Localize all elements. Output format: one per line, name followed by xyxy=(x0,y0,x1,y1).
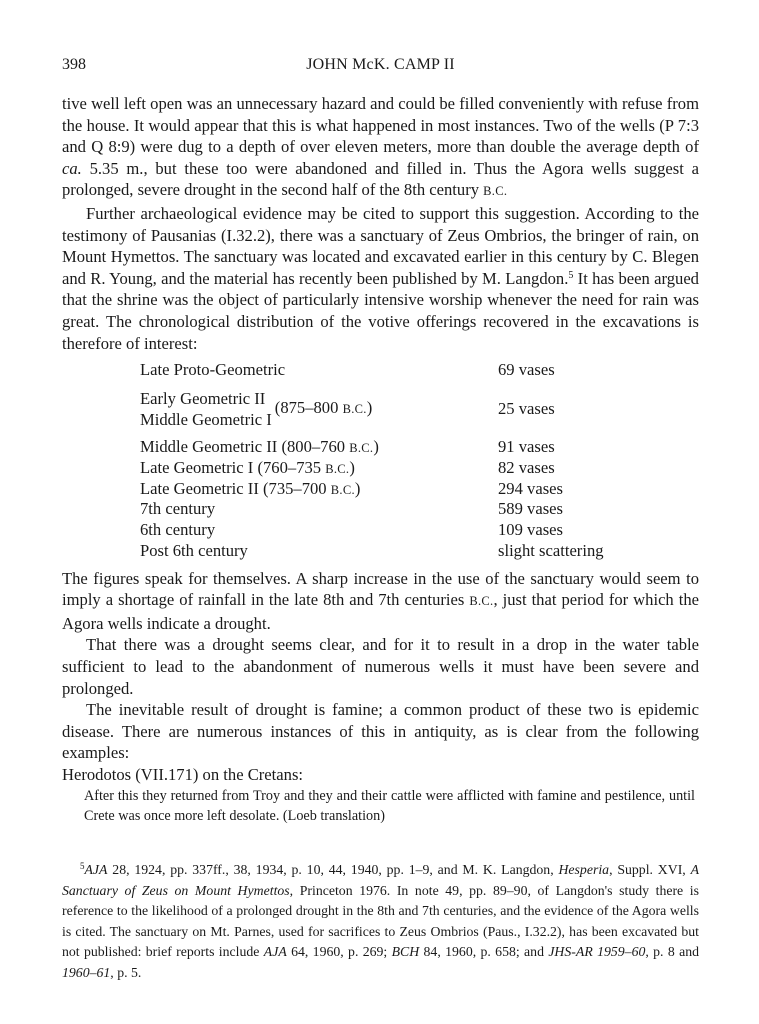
table-period: Late Proto-Geometric xyxy=(140,360,286,380)
running-head: JOHN McK. CAMP II xyxy=(306,56,455,73)
footnote-text: , p. 8 and xyxy=(645,944,699,960)
footnote-journal-hesperia: Hesperia xyxy=(558,862,610,877)
paragraph-5: The inevitable result of drought is famine; a common product of these two is epidemic disease. There are numerous instances of this in antiquity, as is clear from the following examples: xyxy=(62,700,699,763)
paragraph-1 xyxy=(62,93,699,203)
table-period xyxy=(140,437,379,458)
table-row xyxy=(140,499,610,520)
date-end: ) xyxy=(366,398,373,418)
paragraph-3-text-a: The figures speak for themselves. A sharp increase in the use of the sanctuary would seem to imply a shortage of rainfall in the late 8th and 7th centuries xyxy=(62,568,699,610)
period-early-geometric-ii: Early Geometric II xyxy=(140,388,266,408)
paragraph-2 xyxy=(62,203,699,354)
date-text: (875–800 xyxy=(274,398,343,418)
table-row xyxy=(140,479,610,500)
date-bc: B.C. xyxy=(342,402,367,417)
footnote-text: , p. 5. xyxy=(110,964,142,980)
table-count: 82 vases xyxy=(498,457,555,477)
table-count: 25 vases xyxy=(498,399,555,419)
footnote-text: 64, 1960, p. 269; xyxy=(286,944,392,960)
period-text: Late Geometric II (735–700 xyxy=(140,478,331,498)
footnote-ref[interactable]: 5 xyxy=(568,269,574,281)
period-date xyxy=(275,397,372,420)
page-number: 398 xyxy=(62,56,86,73)
period-middle-geometric-i: Middle Geometric I xyxy=(140,409,272,429)
block-quote: After this they returned from Troy and they and their cattle were afflicted with famine and pestilence, until Crete was once more left desolate. (Loeb translation) xyxy=(84,787,695,825)
table-count: 589 vases xyxy=(498,499,563,519)
footnote xyxy=(62,860,699,984)
table-row xyxy=(140,520,610,541)
table-row xyxy=(140,458,610,479)
table-count: 109 vases xyxy=(498,520,563,540)
footnote-text: 28, 1924, pp. 337ff., 38, 1934, p. 10, 44, 1940, pp. 1–9, and M. K. Langdon, xyxy=(107,862,559,877)
paragraph-3-bc: B.C. xyxy=(469,594,494,609)
period-bc: B.C. xyxy=(349,440,374,455)
footnote-journal-year: 1960–61 xyxy=(62,964,111,980)
paragraph-2-text-b: It has been argued that the shrine was the object of particularly intensive worship whenever the need for rain was great. The chronological distribution of the votive offerings recovered in the excavations is therefore of interest: xyxy=(62,268,699,353)
period-bc: B.C. xyxy=(325,461,350,476)
footnote-number: 5 xyxy=(80,861,85,871)
paragraph-3 xyxy=(62,568,699,635)
footnote-journal-bch: BCH xyxy=(391,944,420,960)
footnote-text: 84, 1960, p. 658; and xyxy=(419,944,549,960)
table-period xyxy=(140,479,360,500)
period-stack xyxy=(140,388,272,430)
votive-table xyxy=(140,360,610,562)
paragraph-2-text-a: Further archaeological evidence may be cited to support this suggestion. According to the testimony of Pausanias (I.32.2), there was a sanctuary of Zeus Ombrios, the bringer of rain, on Mount Hymettos. The sanctuary was located and excavated earlier in this century by C. Blegen and R. Young, and the material has recently been published by M. Langdon. xyxy=(62,203,699,288)
footnote-journal-aja-2: AJA xyxy=(263,944,287,960)
page-header xyxy=(62,56,699,78)
page xyxy=(62,0,699,1024)
table-period xyxy=(140,458,355,479)
paragraph-1-ca: ca. xyxy=(62,158,82,178)
period-end: ) xyxy=(373,436,379,456)
paragraph-3-text-b: , just that period for which the Agora wells indicate a drought. xyxy=(62,590,699,633)
footnote-journal-aja: AJA xyxy=(84,862,108,877)
period-end: ) xyxy=(349,457,355,477)
paragraph-4: That there was a drought seems clear, and for it to result in a drop in the water table sufficient to lead to the abandonment of numerous wells it must have been severe and prolonged. xyxy=(62,635,699,698)
table-period: 7th century xyxy=(140,499,216,519)
footnote-book-title: A Sanctuary of Zeus on Mount Hymettos xyxy=(62,862,700,898)
table-count: 69 vases xyxy=(498,360,555,380)
footnote-journal-jhs-ar: JHS-AR 1959–60 xyxy=(548,944,646,960)
paragraph-1-bc: B.C. xyxy=(483,184,508,199)
table-row xyxy=(140,360,610,381)
period-end: ) xyxy=(354,478,361,498)
footnote-text: , Princeton 1976. In note 49, pp. 89–90, of Langdon's study there is reference to the likelihood of a prolonged drought in the 8th and 7th centuries, and the evidence of the Agora wells is cited. The sanctuary on Mt. Parnes, used for sacrifices to Zeus Ombrios (Paus., I.32.2), has been excavated but not published: brief reports include xyxy=(62,882,699,960)
period-bc: B.C. xyxy=(330,482,355,497)
table-period xyxy=(140,387,372,431)
table-row xyxy=(140,541,610,562)
table-period: 6th century xyxy=(140,520,216,540)
quote-source-line: Herodotos (VII.171) on the Cretans: xyxy=(62,765,304,785)
table-count: 91 vases xyxy=(498,436,555,456)
table-count: slight scattering xyxy=(498,540,604,560)
period-text: Late Geometric I (760–735 xyxy=(140,457,326,477)
paragraph-1-text-a: tive well left open was an unnecessary hazard and could be filled conveniently with refuse from the house. It would appear that this is what happened in most instances. Two of the wells (P 7:3 and Q 8:9) were dug to a depth of over eleven meters, more than double the average depth of xyxy=(62,94,699,157)
paragraph-1-text-b: 5.35 m., but these too were abandoned and filled in. Thus the Agora wells suggest a prolonged, severe drought in the second half of the 8th century xyxy=(62,158,699,200)
body-text xyxy=(62,93,699,827)
table-row xyxy=(140,387,610,431)
table-row xyxy=(140,437,610,458)
table-period: Post 6th century xyxy=(140,540,248,560)
table-count: 294 vases xyxy=(498,478,563,498)
period-text: Middle Geometric II (800–760 xyxy=(140,436,350,456)
footnote-text: , Suppl. XVI, xyxy=(609,862,691,877)
